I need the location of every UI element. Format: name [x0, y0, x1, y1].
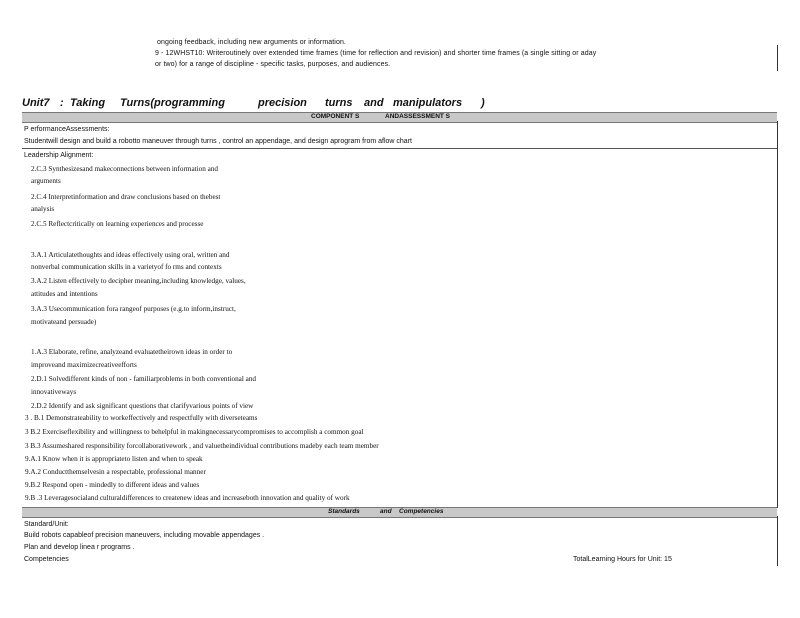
- team-item-9b3: 9.B .3 Leveragesocialand culturaldifferences to createnew ideas and increaseboth innovation and quality of work: [25, 494, 350, 502]
- leadership-label: Leadership Alignment:: [24, 152, 94, 159]
- team-item-9b2: 9.B.2 Respond open - mindedly to different ideas and values: [25, 481, 200, 489]
- team-item-3b2: 3 B.2 Exerciseflexibility and willingness to behelpful in makingnecessarycompromises to accomplish a common goal: [25, 428, 364, 436]
- leadership-item-2d1: 2.D.1 Solvedifferent kinds of non - familiarproblems in both conventional and: [31, 375, 257, 383]
- unit-title-close: ): [481, 97, 485, 109]
- leadership-item-2d2: 2.D.2 Identify and ask significant questions that clarifyvarious points of view: [31, 402, 254, 410]
- leadership-item-3a1-cont: nonverbal communication skills in a varietyof fo rms and contexts: [31, 263, 222, 271]
- unit-title-manipulators: manipulators: [393, 97, 463, 109]
- intro-line-1: ongoing feedback, including new arguments or information.: [157, 39, 346, 46]
- intro-line-3: or two) for a range of discipline - specific tasks, purposes, and audiences.: [155, 61, 391, 68]
- leadership-item-2c3: 2.C.3 Synthesizesand makeconnections between information and: [31, 165, 219, 173]
- team-item-3b3: 3 B.3 Assumeshared responsibility forcollaborativework , and valuetheindividual contributions madeby each team member: [25, 442, 379, 450]
- right-border-top: [777, 45, 778, 71]
- team-item-9a1: 9.A.1 Know when it is appropriateto listen and when to speak: [25, 455, 203, 463]
- performance-text: Studentwill design and build a robotto maneuver through turns , control an appendage, and design aprogram from aflow chart: [24, 138, 412, 145]
- unit-colon: :: [60, 97, 64, 109]
- leadership-item-3a2: 3.A.2 Listen effectively to decipher meaning,including knowledge, values,: [31, 277, 246, 285]
- leadership-item-1a3-cont: improveand maximizecreativeefforts: [31, 361, 137, 369]
- unit-title-turns2: turns: [325, 97, 353, 109]
- standard-unit-label: Standard/Unit:: [24, 521, 69, 528]
- components-label: COMPONENT S: [311, 113, 360, 120]
- total-learning-hours: TotalLearning Hours for Unit: 15: [573, 556, 672, 563]
- performance-label: P erformanceAssessments:: [24, 126, 110, 133]
- unit-title-taking: Taking: [70, 97, 106, 109]
- leadership-item-2c4: 2.C.4 Interpretinformation and draw conclusions based on thebest: [31, 193, 221, 201]
- leadership-item-3a1: 3.A.1 Articulatethoughts and ideas effectively using oral, written and: [31, 251, 230, 259]
- table-right-border: [777, 121, 778, 508]
- standards-and: and: [380, 508, 392, 515]
- team-item-9a2: 9.A.2 Conductthemselvesin a respectable, professional manner: [25, 468, 206, 476]
- leadership-item-1a3: 1.A.3 Elaborate, refine, analyzeand evaluatetheirown ideas in order to: [31, 348, 233, 356]
- leadership-item-2c5: 2.C.5 Reflectcritically on learning experiences and processe: [31, 220, 204, 228]
- leadership-item-3a3: 3.A.3 Usecommunication fora rangeof purposes (e.g.to inform,instruct,: [31, 305, 236, 313]
- footer-right-border: [777, 516, 778, 566]
- leadership-item-2c4-cont: analysis: [31, 205, 55, 213]
- standard-unit-line-1: Build robots capableof precision maneuvers, including movable appendages .: [24, 532, 265, 539]
- leadership-item-2d1-cont: innovativeways: [31, 388, 77, 396]
- intro-line-2: 9 - 12WHST10: Writeroutinely over extended time frames (time for reflection and revision) and shorter time frames (a single sitting or aday: [155, 50, 597, 57]
- leadership-item-3a3-cont: motivateand persuade): [31, 318, 97, 326]
- leadership-item-2c3-cont: arguments: [31, 177, 61, 185]
- performance-divider: [22, 148, 777, 149]
- unit-title-precision: precision: [258, 97, 307, 109]
- standard-unit-line-2: Plan and develop linea r programs .: [24, 544, 135, 551]
- assessments-label: ANDASSESSMENT S: [385, 113, 451, 120]
- leadership-item-3a2-cont: attitudes and intentions: [31, 290, 98, 298]
- unit-label: Unit7: [22, 97, 50, 109]
- unit-title-and: and: [364, 97, 384, 109]
- team-item-3b1: 3 . B.1 Demonstrateability to workeffectively and respectfully with diverseteams: [25, 414, 258, 422]
- standards-label: Standards: [328, 508, 360, 515]
- competencies-footer-label: Competencies: [24, 556, 69, 563]
- unit-title-turns: Turns(programming: [120, 97, 225, 109]
- competencies-label: Competencies: [399, 508, 444, 515]
